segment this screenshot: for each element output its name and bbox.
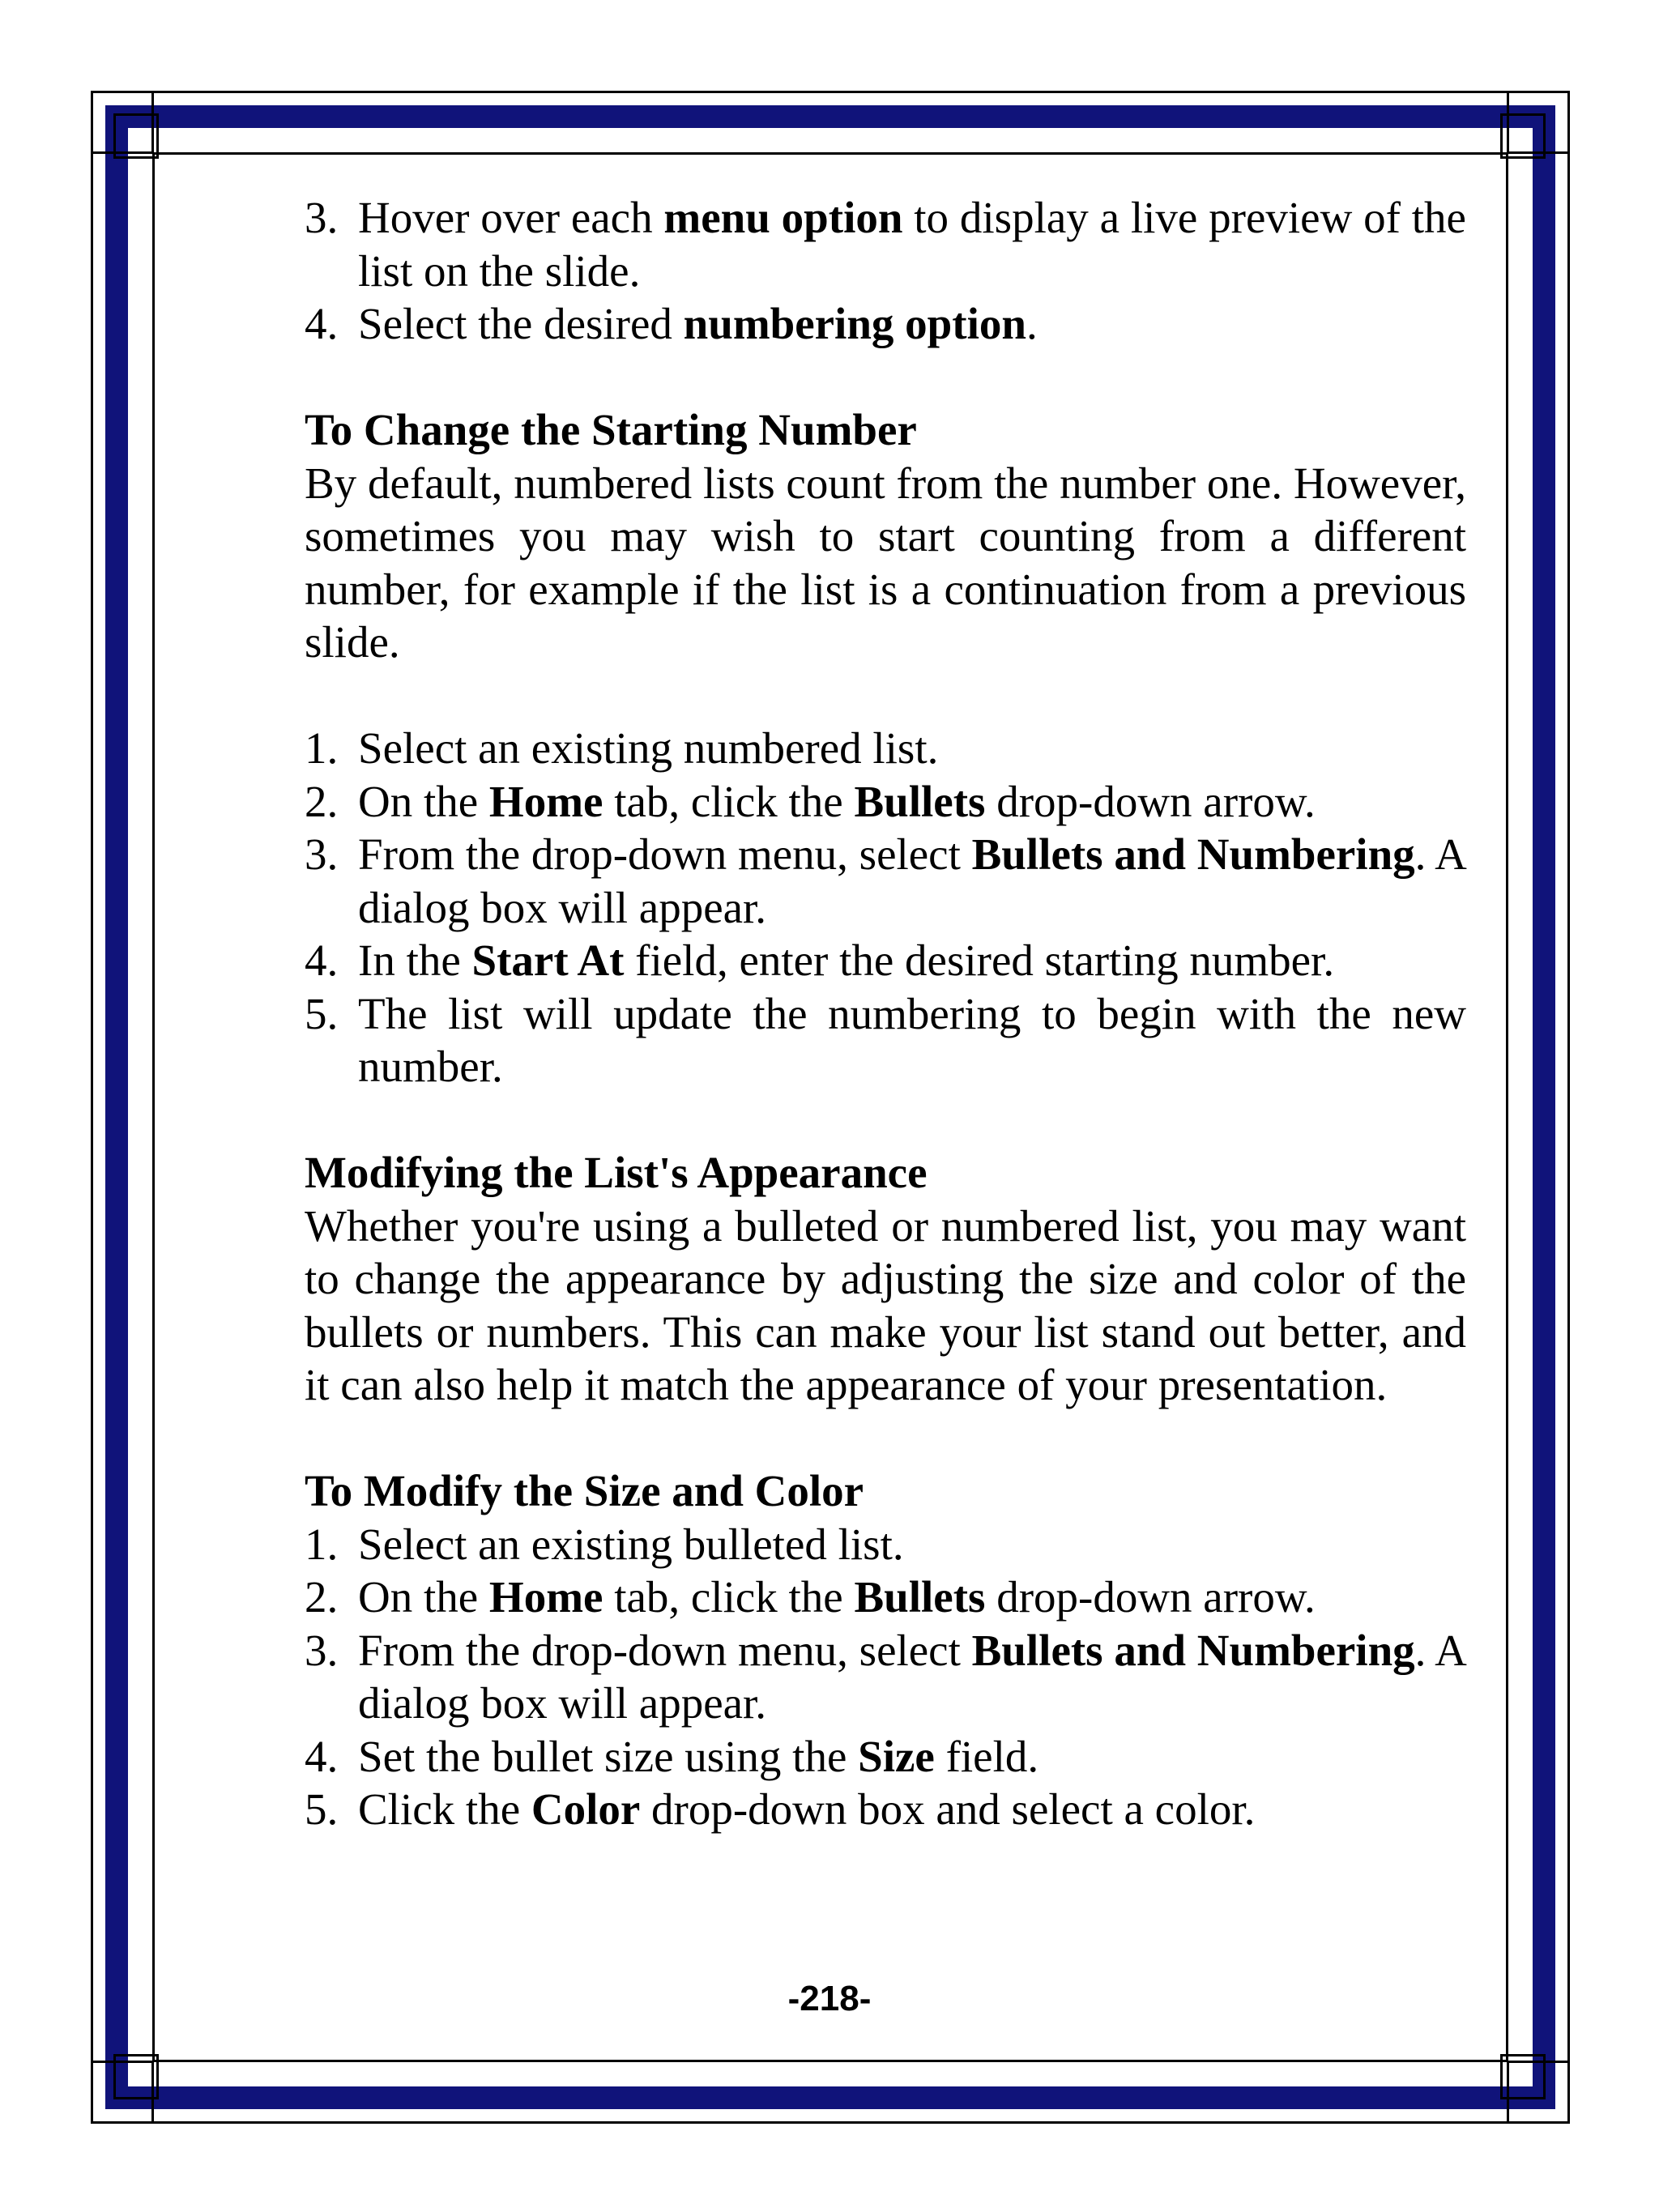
list-text: Select an existing numbered list. <box>358 723 939 773</box>
list-item <box>305 297 1466 351</box>
list-number: 4. <box>305 1731 339 1781</box>
list-item <box>305 191 1466 297</box>
list-item <box>305 1571 1466 1624</box>
section-heading-starting-number: To Change the Starting Number <box>305 405 917 454</box>
list-item <box>305 934 1466 987</box>
list-number: 1. <box>305 1519 339 1569</box>
paragraph-starting-number: By default, numbered lists count from the number one. However, sometimes you may wish to start counting from a different number, for example if the list is a continuation from a previous slide. <box>305 458 1466 667</box>
list-number: 1. <box>305 723 339 773</box>
list-number: 3. <box>305 1625 339 1675</box>
list-text: Click the Color drop-down box and select a color. <box>358 1784 1256 1834</box>
list-item <box>305 1624 1466 1730</box>
list-number: 3. <box>305 193 339 242</box>
list-text: From the drop-down menu, select Bullets and Numbering. A dialog box will appear. <box>358 1625 1465 1728</box>
list-number: 4. <box>305 299 339 348</box>
list-text: Select the desired numbering option. <box>358 299 1038 348</box>
list-number: 4. <box>305 936 339 985</box>
page-number: -218- <box>787 1979 872 2018</box>
list-item <box>305 775 1466 829</box>
list-number: 3. <box>305 829 339 879</box>
list-text: From the drop-down menu, select Bullets and Numbering. A dialog box will appear. <box>358 829 1465 932</box>
list-item <box>305 722 1466 775</box>
list-text: In the Start At field, enter the desired starting number. <box>358 936 1335 985</box>
list-text: The list will update the numbering to begin with the new number. <box>358 988 1466 1091</box>
list-number: 2. <box>305 776 339 826</box>
list-text: Hover over each menu option to display a live preview of the list on the slide. <box>358 193 1466 296</box>
section-heading-size-color: To Modify the Size and Color <box>305 1466 864 1515</box>
corner-ornament-inner-top-left <box>113 113 159 159</box>
list-text: Set the bullet size using the Size field. <box>358 1731 1039 1781</box>
list-text: On the Home tab, click the Bullets drop-down arrow. <box>358 1572 1316 1622</box>
paragraph-appearance: Whether you're using a bulleted or numbered list, you may want to change the appearance by adjusting the size and color of the bullets or numbers. This can make your list stand out better, and it can also help it match the appearance of your presentation. <box>305 1200 1466 1409</box>
list-item <box>305 828 1466 934</box>
list-number: 2. <box>305 1572 339 1622</box>
corner-ornament-inner-bottom-left <box>113 2054 159 2099</box>
list-number: 5. <box>305 1784 339 1834</box>
list-item <box>305 1783 1466 1836</box>
list-text: On the Home tab, click the Bullets drop-down arrow. <box>358 776 1316 826</box>
list-text: Select an existing bulleted list. <box>358 1519 904 1569</box>
list-item <box>305 1730 1466 1784</box>
list-number: 5. <box>305 988 339 1038</box>
page-content <box>305 191 1466 1836</box>
corner-ornament-inner-bottom-right <box>1500 2054 1546 2099</box>
corner-ornament-inner-top-right <box>1500 113 1546 159</box>
list-item <box>305 987 1466 1093</box>
list-item <box>305 1518 1466 1571</box>
section-heading-appearance: Modifying the List's Appearance <box>305 1148 928 1197</box>
